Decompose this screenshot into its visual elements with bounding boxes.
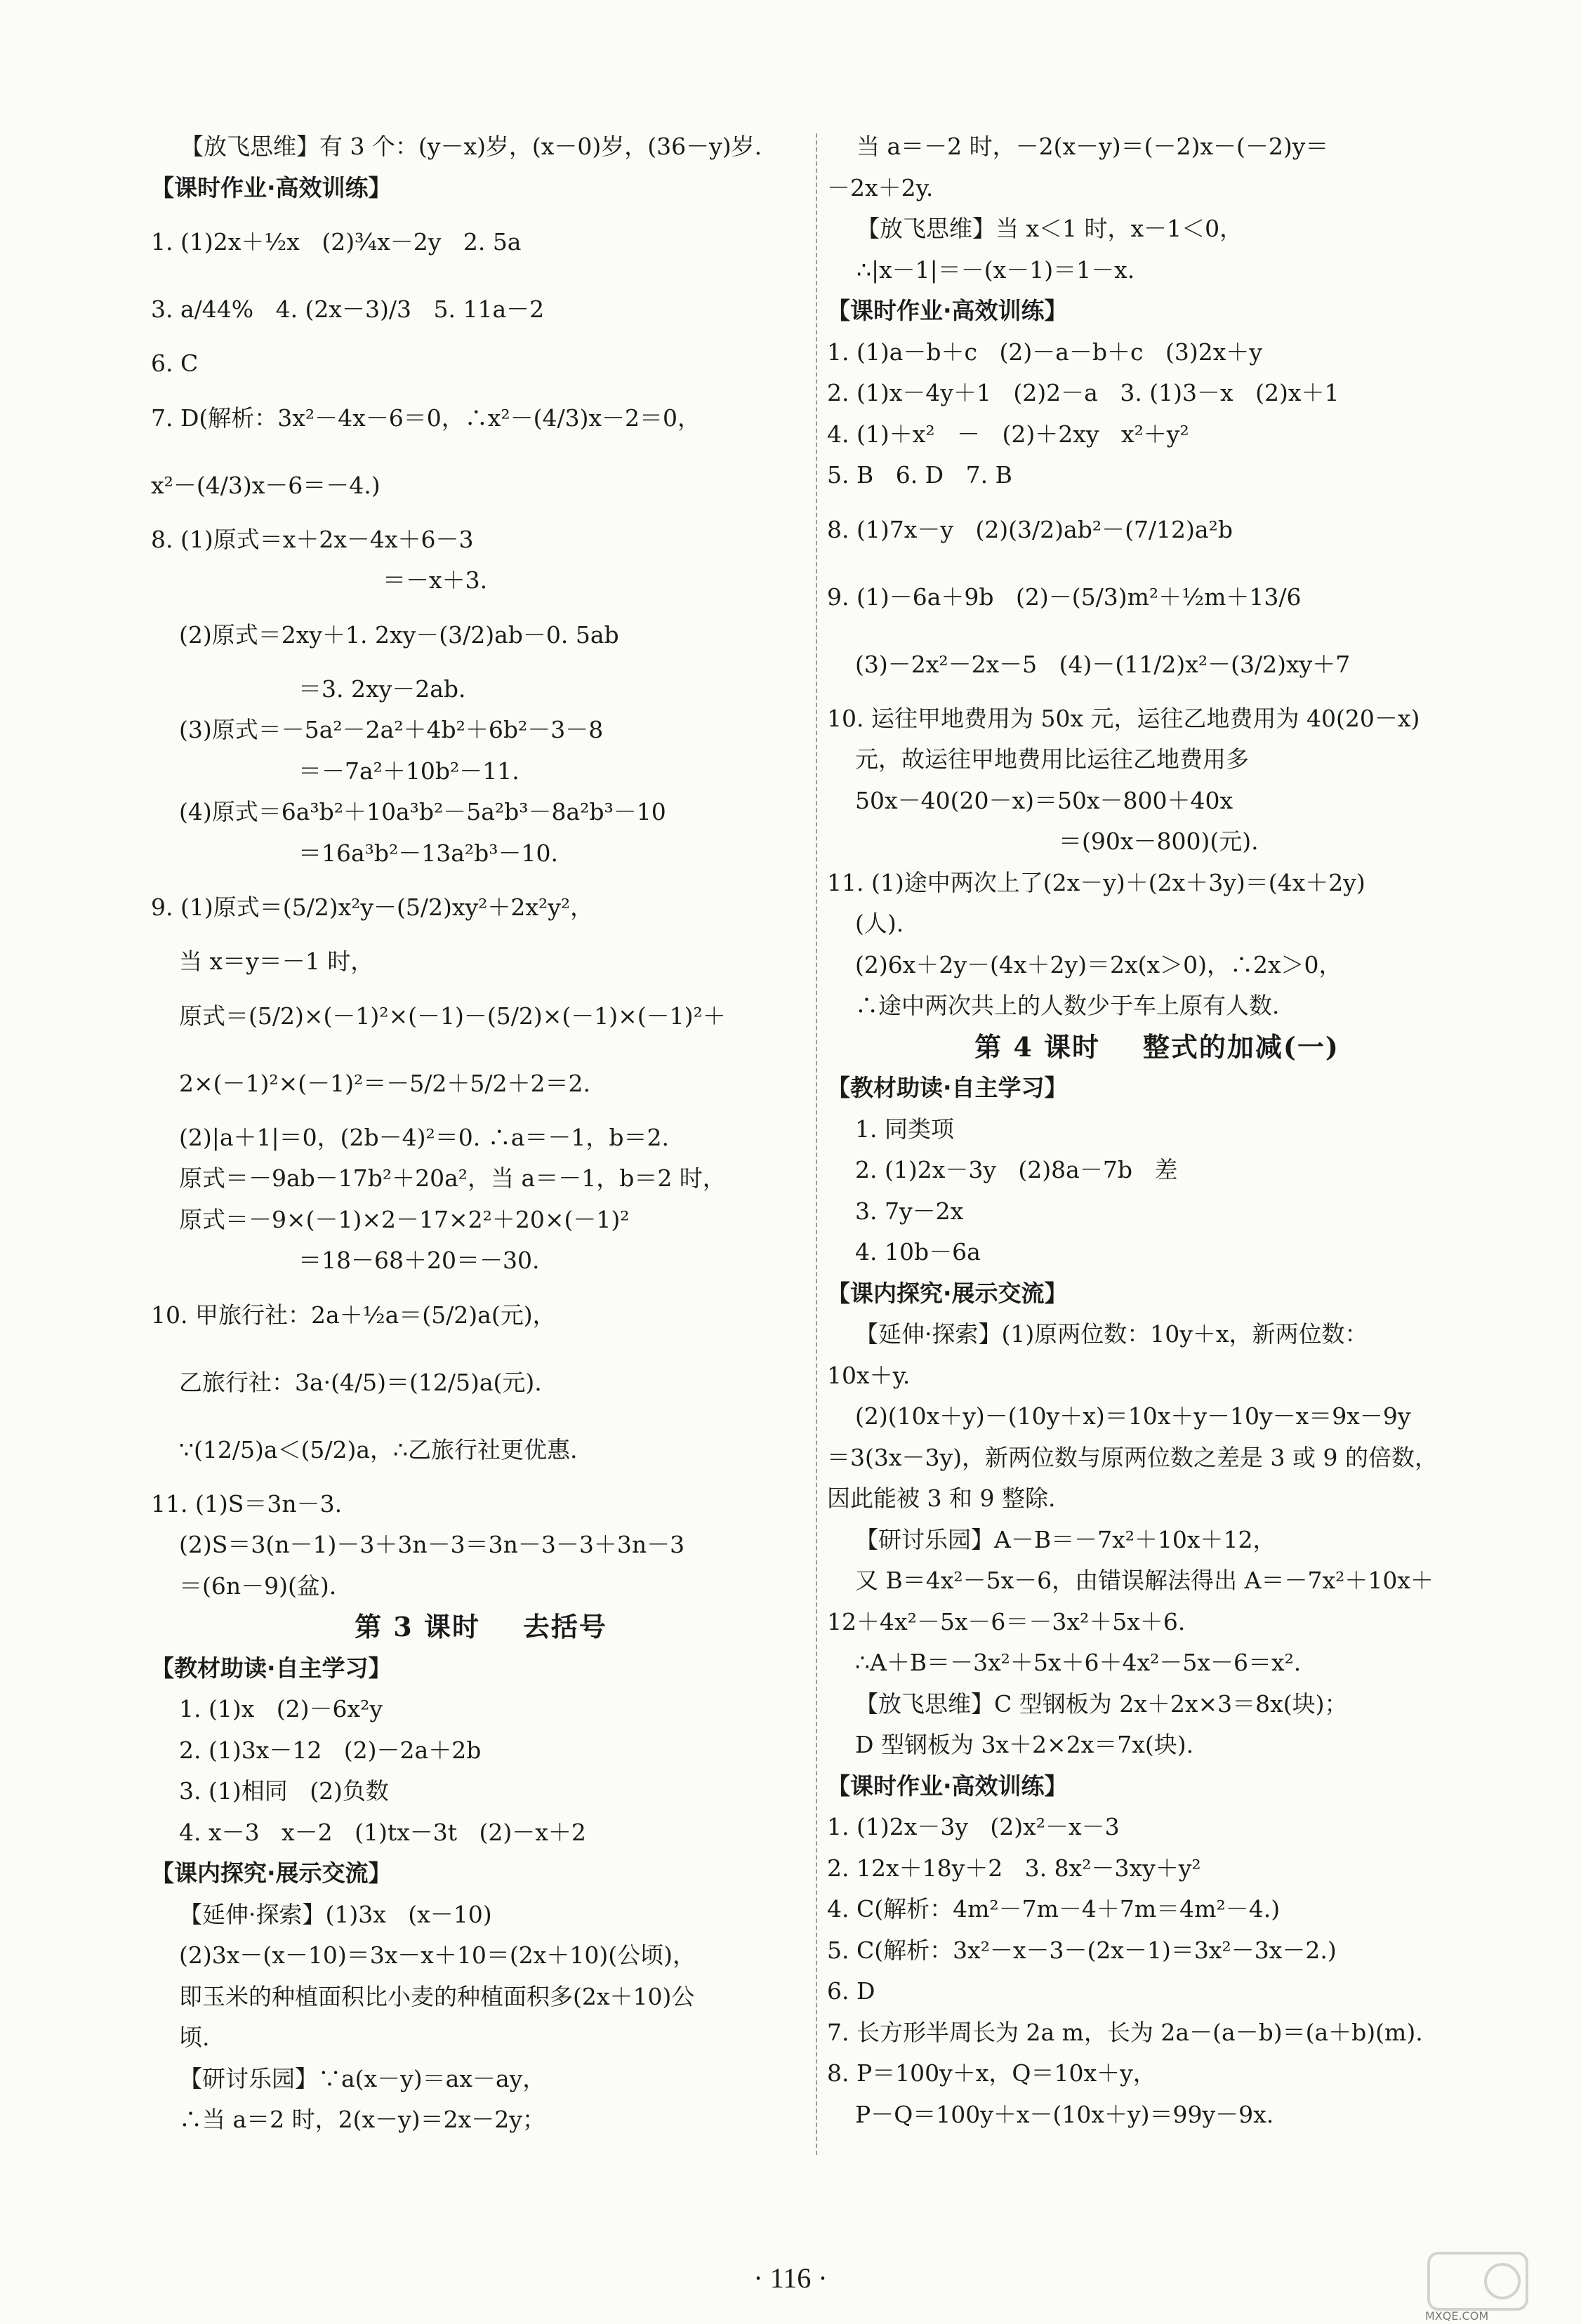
answer-line: D 型钢板为 3x＋2×2x＝7x(块). (855, 1731, 1194, 1758)
answer-line: ＝－7a²＋10b²－11. (298, 757, 520, 785)
answer-line: ＝(6n－9)(盆). (179, 1572, 337, 1600)
section-header: 【课内探究·展示交流】 (827, 1279, 1068, 1307)
answer-line: 【放飞思维】当 x＜1 时，x－1＜0， (827, 215, 1243, 242)
section-header: 【教材助读·自主学习】 (827, 1074, 1068, 1101)
answer-line: (人). (855, 910, 904, 937)
answer-line: 5. B 6. D 7. B (827, 461, 1012, 489)
answer-line: 【延伸·探索】(1)原两位数：10y＋x，新两位数： (855, 1320, 1368, 1348)
answer-line: ＝16a³b²－13a²b³－10. (298, 839, 558, 867)
answer-line: 8. (1)原式＝x＋2x－4x＋6－3 (151, 525, 474, 553)
watermark-text: MXQE.COM (1425, 2309, 1489, 2323)
answer-line: ＝3. 2xy－2ab. (298, 675, 466, 703)
answer-line: 7. D(解析：3x²－4x－6＝0，∴x²－(4/3)x－2＝0， (151, 404, 701, 432)
answer-line: ∴途中两次共上的人数少于车上原有人数. (855, 992, 1280, 1019)
answer-line: 原式＝－9ab－17b²＋20a²，当 a＝－1，b＝2 时， (179, 1164, 726, 1192)
answer-line: 6. D (827, 1977, 875, 2005)
answer-line: 原式＝－9×(－1)×2－17×2²＋20×(－1)² (179, 1205, 630, 1233)
answer-line: ＝18－68＋20＝－30. (298, 1247, 540, 1274)
section-header: 【课时作业·高效训练】 (151, 173, 392, 201)
answer-line: 4. 10b－6a (855, 1238, 981, 1266)
answer-line: ＝(90x－800)(元). (1059, 828, 1259, 855)
answer-line: 12＋4x²－5x－6＝－3x²＋5x＋6. (827, 1607, 1186, 1635)
answer-line: 当 a＝－2 时，－2(x－y)＝(－2)x－(－2)y＝ (827, 133, 1329, 160)
answer-line: (2)6x＋2y－(4x＋2y)＝2x(x＞0)，∴2x＞0， (855, 950, 1342, 978)
answer-line: (3)原式＝－5a²－2a²＋4b²＋6b²－3－8 (179, 716, 604, 743)
answer-line: 2. (1)3x－12 (2)－2a＋2b (179, 1736, 482, 1764)
answer-line: 3. (1)相同 (2)负数 (179, 1777, 389, 1805)
answer-line: 1. (1)2x－3y (2)x²－x－3 (827, 1813, 1120, 1840)
page-number: · 116 · (753, 2262, 828, 2294)
answer-line: ＝3(3x－3y)，新两位数与原两位数之差是 3 或 9 的倍数， (827, 1443, 1438, 1471)
answer-line: 2. (1)2x－3y (2)8a－7b 差 (855, 1156, 1178, 1183)
answer-line: 乙旅行社：3a·(4/5)＝(12/5)a(元). (179, 1368, 542, 1396)
answer-line: 【研讨乐园】∵a(x－y)＝ax－ay， (179, 2064, 546, 2092)
answer-line: 11. (1)S＝3n－3. (151, 1489, 343, 1518)
answer-line: 2. 12x＋18y＋2 3. 8x²－3xy＋y² (827, 1854, 1201, 1882)
answer-line: 【研讨乐园】A－B＝－7x²＋10x＋12， (855, 1525, 1276, 1553)
answer-line: 8. P＝100y＋x，Q＝10x＋y， (827, 2059, 1156, 2087)
answer-line: 5. C(解析：3x²－x－3－(2x－1)＝3x²－3x－2.) (827, 1936, 1337, 1964)
answer-line: 顷. (179, 2024, 210, 2051)
answer-line: 原式＝(5/2)×(－1)²×(－1)－(5/2)×(－1)×(－1)²＋ (179, 1002, 726, 1030)
answer-line: 【放飞思维】C 型钢板为 2x＋2x×3＝8x(块)； (855, 1689, 1348, 1718)
answer-line: 9. (1)－6a＋9b (2)－(5/3)m²＋½m＋13/6 (827, 583, 1302, 611)
answer-line: 10. 运往甲地费用为 50x 元，运往乙地费用为 40(20－x) (827, 704, 1420, 732)
column-divider (816, 133, 817, 2155)
answer-line: ∴当 a＝2 时，2(x－y)＝2x－2y； (179, 2106, 545, 2133)
answer-line: P－Q＝100y＋x－(10x＋y)＝99y－9x. (855, 2100, 1274, 2128)
answer-line: 1. (1)2x＋½x (2)¾x－2y 2. 5a (151, 228, 522, 255)
answer-line: ＝－x＋3. (383, 566, 488, 594)
answer-line: 10x＋y. (827, 1361, 911, 1389)
answer-line: 50x－40(20－x)＝50x－800＋40x (855, 786, 1233, 814)
answer-line: 7. 长方形半周长为 2a m，长为 2a－(a－b)＝(a＋b)(m). (827, 2018, 1423, 2046)
answer-line: 10. 甲旅行社：2a＋½a＝(5/2)a(元)， (151, 1301, 556, 1329)
watermark-logo-icon (1425, 2246, 1530, 2316)
answer-line: ∴A＋B＝－3x²＋5x＋6＋4x²－5x－6＝x². (855, 1649, 1302, 1676)
answer-line: 2×(－1)²×(－1)²＝－5/2＋5/2＋2＝2. (179, 1069, 590, 1097)
answer-line: 9. (1)原式＝(5/2)x²y－(5/2)xy²＋2x²y²， (151, 894, 594, 921)
answer-line: 8. (1)7x－y (2)(3/2)ab²－(7/12)a²b (827, 515, 1233, 543)
answer-line: 【放飞思维】有 3 个：(y－x)岁，(x－0)岁，(36－y)岁. (151, 133, 762, 160)
answer-line: ∴|x－1|＝－(x－1)＝1－x. (827, 255, 1135, 284)
answer-line: 因此能被 3 和 9 整除. (827, 1485, 1056, 1512)
answer-line: 又 B＝4x²－5x－6，由错误解法得出 A＝－7x²＋10x＋ (855, 1567, 1434, 1594)
section-header: 【课内探究·展示交流】 (151, 1859, 392, 1887)
answer-line: (4)原式＝6a³b²＋10a³b²－5a²b³－8a²b³－10 (179, 798, 666, 825)
answer-line: (3)－2x²－2x－5 (4)－(11/2)x²－(3/2)xy＋7 (855, 650, 1351, 678)
lesson-title: 第 4 课时 整式的加减(一) (974, 1030, 1339, 1063)
answer-line: 1. (1)x (2)－6x²y (179, 1695, 383, 1722)
right-column (827, 126, 1487, 2135)
answer-line: 元，故运往甲地费用比运往乙地费用多 (855, 745, 1249, 773)
left-column (151, 126, 811, 2141)
answer-line: 【延伸·探索】(1)3x (x－10) (179, 1900, 492, 1928)
answer-line: (2)|a＋1|＝0，(2b－4)²＝0. ∴a＝－1，b＝2. (179, 1123, 669, 1151)
answer-line: －2x＋2y. (827, 173, 934, 201)
answer-line: (2)原式＝2xy＋1. 2xy－(3/2)ab－0. 5ab (179, 620, 619, 649)
section-header: 【课时作业·高效训练】 (827, 297, 1068, 324)
answer-line: 4. C(解析：4m²－7m－4＋7m＝4m²－4.) (827, 1895, 1281, 1923)
answer-line: 3. a/44% 4. (2x－3)/3 5. 11a－2 (151, 296, 545, 323)
answer-line: 11. (1)途中两次上了(2x－y)＋(2x＋3y)＝(4x＋2y) (827, 868, 1365, 896)
answer-line: 4. (1)＋x² － (2)＋2xy x²＋y² (827, 420, 1189, 448)
answer-line: 1. 同类项 (855, 1115, 954, 1143)
answer-line: 4. x－3 x－2 (1)tx－3t (2)－x＋2 (179, 1818, 586, 1846)
answer-line: (2)3x－(x－10)＝3x－x＋10＝(2x＋10)(公顷)， (179, 1941, 696, 1969)
answer-line: ∵(12/5)a＜(5/2)a，∴乙旅行社更优惠. (179, 1435, 578, 1463)
answer-line: 3. 7y－2x (855, 1197, 964, 1225)
answer-line: (2)(10x＋y)－(10y＋x)＝10x＋y－10y－x＝9x－9y (855, 1402, 1411, 1430)
answer-line: x²－(4/3)x－6＝－4.) (151, 471, 381, 499)
answer-line: (2)S＝3(n－1)－3＋3n－3＝3n－3－3＋3n－3 (179, 1531, 685, 1558)
section-header: 【课时作业·高效训练】 (827, 1772, 1068, 1800)
answer-line: 1. (1)a－b＋c (2)－a－b＋c (3)2x＋y (827, 338, 1262, 366)
lesson-title: 第 3 课时 去括号 (355, 1611, 607, 1642)
answer-line: 当 x＝y＝－1 时， (179, 948, 374, 975)
answer-line: 即玉米的种植面积比小麦的种植面积多(2x＋10)公 (179, 1982, 695, 2010)
section-header: 【教材助读·自主学习】 (151, 1654, 392, 1682)
answer-line: 2. (1)x－4y＋1 (2)2－a 3. (1)3－x (2)x＋1 (827, 379, 1339, 406)
answer-line: 6. C (151, 350, 199, 377)
